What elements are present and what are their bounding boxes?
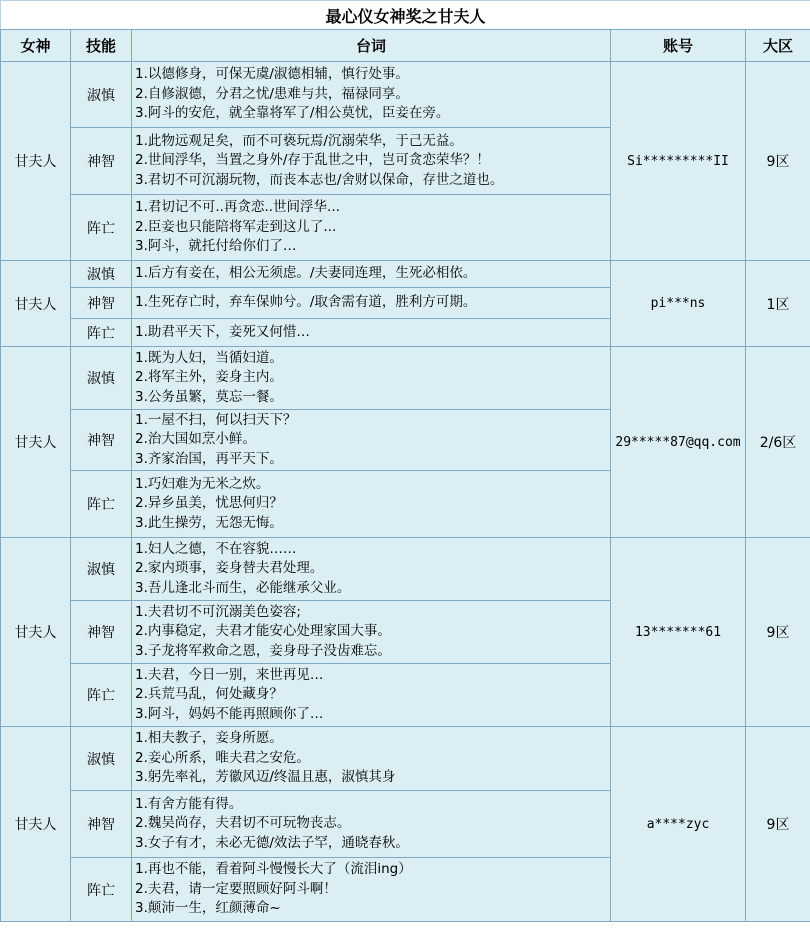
- line-text: 2.治大国如烹小鲜。: [135, 431, 256, 448]
- line-text: 1.相夫教子，妾身所愿。: [135, 730, 283, 747]
- skill-cell: 阵亡: [71, 319, 132, 347]
- line-text: 3.吾儿逢北斗而生，必能继承父业。: [135, 579, 351, 596]
- skill-cell: 阵亡: [71, 664, 132, 727]
- header-goddess: 女神: [1, 30, 71, 62]
- goddess-cell: 甘夫人: [1, 538, 71, 727]
- line-text: 3.公务虽繁，莫忘一餐。: [135, 388, 283, 405]
- table-row: [1, 261, 810, 288]
- line-text: 2.妾心所系，唯夫君之安危。: [135, 749, 310, 766]
- line-text: 2.兵荒马乱，何处藏身？: [135, 686, 283, 703]
- line-text: 3.此生操劳，无怨无悔。: [135, 514, 283, 531]
- lines-cell: [132, 538, 611, 601]
- account-cell: Si*********II: [611, 62, 746, 261]
- line-text: 2.自修淑德，分君之忧/患难与共，福禄同享。: [135, 85, 409, 102]
- region-cell: 9区: [746, 62, 810, 261]
- header-account: 账号: [611, 30, 746, 62]
- line-text: 1.夫君切不可沉溺美色姿容;: [135, 603, 301, 620]
- skill-cell: 阵亡: [71, 471, 132, 538]
- line-text: 1.再也不能，看着阿斗慢慢长大了（流泪ing）: [135, 861, 412, 878]
- skill-cell: 神智: [71, 128, 132, 195]
- line-text: 3.阿斗，妈妈不能再照顾你了…: [135, 705, 324, 722]
- lines-cell: [132, 261, 611, 288]
- lines-cell: [132, 410, 611, 471]
- line-text: 1.助君平天下，妾死又何惜…: [135, 323, 310, 340]
- line-text: 1.生死存亡时，弃车保帅兮。/取舍需有道，胜利方可期。: [135, 294, 477, 311]
- region-cell: 9区: [746, 538, 810, 727]
- goddess-cell: 甘夫人: [1, 347, 71, 538]
- skill-cell: 神智: [71, 791, 132, 858]
- line-text: 3.颠沛一生，红颜薄命~: [135, 900, 281, 917]
- line-text: 3.齐家治国，再平天下。: [135, 450, 283, 467]
- header-lines: 台词: [132, 30, 611, 62]
- table-body: [1, 1, 810, 922]
- line-text: 2.家内琐事，妾身替夫君处理。: [135, 560, 324, 577]
- line-text: 1.以德修身，可保无虞/淑德相辅，慎行处事。: [135, 66, 409, 83]
- line-text: 3.子龙将军救命之恩，妾身母子没齿难忘。: [135, 642, 391, 659]
- sheet-title: 最心仪女神奖之甘夫人: [1, 1, 810, 30]
- lines-cell: [132, 791, 611, 858]
- header-region: 大区: [746, 30, 810, 62]
- skill-cell: 淑慎: [71, 538, 132, 601]
- lines-cell: [132, 858, 611, 922]
- line-text: 1.一屋不扫，何以扫天下？: [135, 411, 297, 428]
- line-text: 2.魏吴尚存，夫君切不可玩物丧志。: [135, 815, 351, 832]
- line-text: 2.将军主外，妾身主内。: [135, 369, 283, 386]
- line-text: 1.夫君，今日一别，来世再见…: [135, 666, 324, 683]
- skill-cell: 神智: [71, 601, 132, 664]
- account-cell: a****zyc: [611, 727, 746, 922]
- line-text: 3.阿斗，就托付给你们了…: [135, 238, 297, 255]
- skill-cell: 阵亡: [71, 858, 132, 922]
- lines-cell: [132, 727, 611, 791]
- table-row: [1, 347, 810, 410]
- table-row: [1, 62, 810, 128]
- line-text: 3.阿斗的安危，就全靠将军了/相公莫忧，臣妾在旁。: [135, 105, 450, 122]
- region-cell: 1区: [746, 261, 810, 347]
- line-text: 1.后方有妾在，相公无须虑。/夫妻同连理，生死必相依。: [135, 265, 477, 282]
- skill-cell: 阵亡: [71, 195, 132, 261]
- skill-cell: 淑慎: [71, 727, 132, 791]
- table-row: [1, 538, 810, 601]
- lines-cell: [132, 288, 611, 319]
- line-text: 2.异乡虽美，忧思何归？: [135, 495, 283, 512]
- lines-cell: [132, 62, 611, 128]
- region-cell: 9区: [746, 727, 810, 922]
- skill-cell: 神智: [71, 410, 132, 471]
- header-row: [1, 30, 810, 62]
- line-text: 2.世间浮华，当置之身外/存于乱世之中，岂可贪恋荣华？！: [135, 152, 490, 169]
- line-text: 1.巧妇难为无米之炊。: [135, 475, 270, 492]
- line-text: 1.既为人妇，当循妇道。: [135, 349, 283, 366]
- line-text: 3.女子有才，未必无德/效法子罕，通晓春秋。: [135, 834, 409, 851]
- line-text: 2.内事稳定，夫君才能安心处理家国大事。: [135, 623, 391, 640]
- skill-cell: 淑慎: [71, 261, 132, 288]
- table-row: [1, 727, 810, 791]
- line-text: 3.躬先率礼，芳徽风迈/终温且惠，淑慎其身: [135, 769, 396, 786]
- account-cell: 13*******61: [611, 538, 746, 727]
- lines-cell: [132, 195, 611, 261]
- goddess-cell: 甘夫人: [1, 62, 71, 261]
- line-text: 1.此物远观足矣，而不可亵玩焉/沉溺荣华，于己无益。: [135, 132, 463, 149]
- lines-cell: [132, 347, 611, 410]
- account-cell: pi***ns: [611, 261, 746, 347]
- lines-cell: [132, 664, 611, 727]
- lines-cell: [132, 319, 611, 347]
- header-skill: 技能: [71, 30, 132, 62]
- line-text: 1.有舍方能有得。: [135, 795, 243, 812]
- line-text: 1.君切记不可..再贪恋..世间浮华...: [135, 199, 340, 216]
- goddess-cell: 甘夫人: [1, 727, 71, 922]
- lines-cell: [132, 601, 611, 664]
- region-cell: 2/6区: [746, 347, 810, 538]
- line-text: 2.臣妾也只能陪将军走到这儿了...: [135, 218, 337, 235]
- skill-cell: 神智: [71, 288, 132, 319]
- lines-cell: [132, 471, 611, 538]
- lines-cell: [132, 128, 611, 195]
- line-text: 2.夫君，请一定要照顾好阿斗啊！: [135, 880, 337, 897]
- line-text: 3.君切不可沉溺玩物，而丧本志也/舍财以保命，存世之道也。: [135, 171, 504, 188]
- account-cell: 29*****87@qq.com: [611, 347, 746, 538]
- goddess-cell: 甘夫人: [1, 261, 71, 347]
- skill-cell: 淑慎: [71, 347, 132, 410]
- skill-cell: 淑慎: [71, 62, 132, 128]
- line-text: 1.妇人之德，不在容貌……: [135, 540, 297, 557]
